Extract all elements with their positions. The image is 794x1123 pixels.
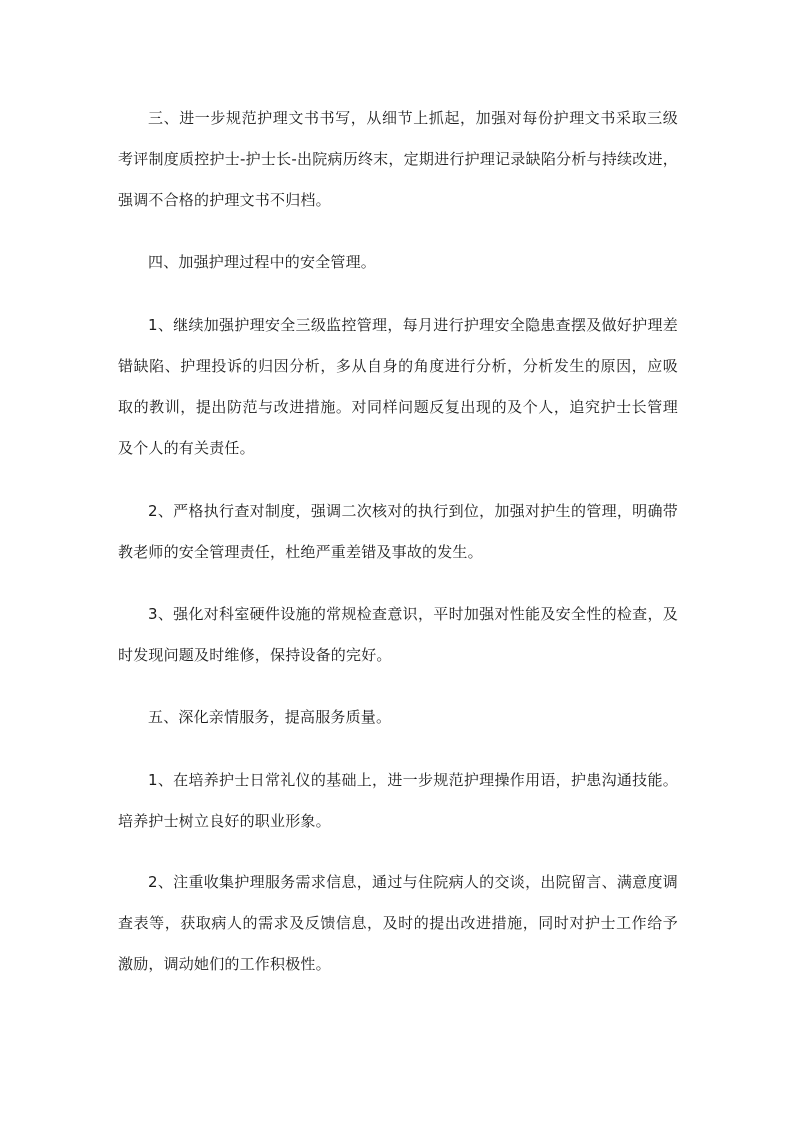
paragraph: 三、进一步规范护理文书书写，从细节上抓起，加强对每份护理文书采取三级考评制度质控护士-护士长-出院病历终末，定期进行护理记录缺陷分析与持续改进，强调不合格的护理文书不归档。	[118, 109, 678, 209]
heading-section-four	[118, 242, 678, 283]
paragraph-item-3	[118, 594, 678, 676]
paragraph: 2、严格执行查对制度，强调二次核对的执行到位，加强对护生的管理，明确带教老师的安全管理责任，杜绝严重差错及事故的发生。	[118, 502, 678, 561]
paragraph-item-5-1	[118, 760, 678, 842]
heading-section-five	[118, 697, 678, 738]
paragraph: 2、注重收集护理服务需求信息，通过与住院病人的交谈，出院留言、满意度调查表等，获取病人的需求及反馈信息，及时的提出改进措施，同时对护士工作给予激励，调动她们的工作积极性。	[118, 873, 678, 973]
section-heading: 五、深化亲情服务，提高服务质量。	[148, 708, 392, 726]
paragraph-section-three	[118, 98, 678, 221]
paragraph-item-2	[118, 491, 678, 573]
section-heading: 四、加强护理过程中的安全管理。	[148, 253, 377, 271]
paragraph-item-5-2	[118, 862, 678, 985]
paragraph: 1、继续加强护理安全三级监控管理，每月进行护理安全隐患查摆及做好护理差错缺陷、护理投诉的归因分析，多从自身的角度进行分析，分析发生的原因，应吸取的教训，提出防范与改进措施。对同样问题反复出现的及个人，追究护士长管理及个人的有关责任。	[118, 316, 678, 457]
paragraph-item-1	[118, 305, 678, 469]
paragraph: 3、强化对科室硬件设施的常规检查意识，平时加强对性能及安全性的检查，及时发现问题及时维修，保持设备的完好。	[118, 605, 678, 664]
paragraph: 1、在培养护士日常礼仪的基础上，进一步规范护理操作用语，护患沟通技能。培养护士树立良好的职业形象。	[118, 771, 678, 830]
